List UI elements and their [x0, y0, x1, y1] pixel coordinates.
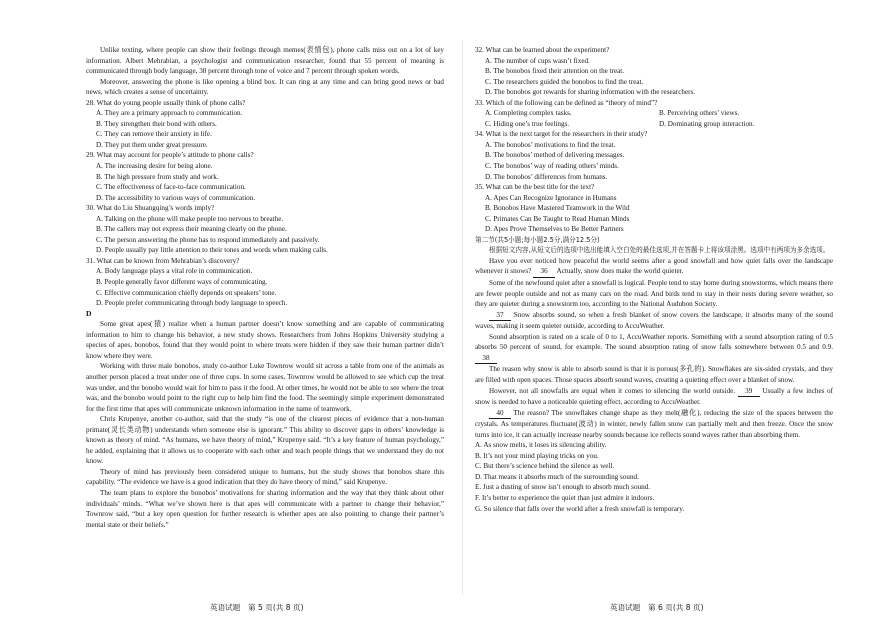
right-option: B. The bonobos’ method of delivering messages. — [485, 151, 625, 160]
left-option: B. The high pressure from study and work. — [96, 172, 219, 181]
left-option: C. The effectiveness of face-to-face communication. — [96, 183, 246, 192]
q33-option: B. Perceiving others’ views. — [659, 109, 740, 118]
q33-options — [475, 108, 833, 129]
page-footer-left: 英语试题 第 5 页(共 8 页) — [210, 603, 304, 612]
answer-choices — [475, 440, 833, 514]
questions-32-33 — [475, 45, 833, 108]
right-option: C. Primates Can Be Taught to Read Human Minds — [485, 214, 630, 223]
left-option: B. People generally favor different ways of communicating. — [96, 278, 268, 287]
choice-option: C. But there’s science behind the silence as well. — [475, 462, 615, 471]
left-option: B. The callers may not express their meaning clearly on the phone. — [96, 225, 287, 234]
q33-option-row — [475, 108, 833, 119]
q33-option: C. Hiding one’s true feelings. — [485, 119, 570, 128]
passage-paragraph: The reason why snow is able to absorb sound is that it is porous(多孔的). Snowflakes are six-sided crystals, and they are filled with open spaces. Those spaces absorb sound waves, creating a quieting effect over a blanket of snow. — [475, 365, 833, 384]
right-option: A. Apes Can Recognize Ignorance in Humans — [485, 193, 617, 202]
left-question: 30. What do Liu Shuangqing’s words imply? — [86, 204, 215, 213]
left-option: A. The increasing desire for being alone. — [96, 162, 213, 171]
passage-paragraph: 40 The reason? The snowflakes change shape as they melt(融化), reducing the size of the spaces between the crystals. As temperatures fluctuate(波动) in winter, newly fallen snow can partially melt and then freeze. Once the snow turns into ice, it can actually increase nearby sounds because ice reflects sound waves rather than absorbing them. — [475, 408, 834, 439]
left-option: C. Effective communication chiefly depends on speakers’ tone. — [96, 288, 277, 297]
right-column — [475, 45, 833, 514]
left-option: A. Talking on the phone will make people too nervous to breathe. — [96, 214, 284, 223]
questions-34-35 — [475, 129, 833, 234]
left-option: D. The accessibility to various ways of communication. — [96, 193, 256, 202]
choice-option: E. Just a dusting of snow isn’t enough to absorb much sound. — [475, 483, 651, 492]
left-paragraph: Working with three male bonobos, study co-author Luke Townrow would sit across a table from one of the animals as another person placed a treat under one of three cups. In some cases, Townrow would be allowed to see which cup the treat was under, and the bonobo would wait for him to pass it the food. At other times, he would not be able to see where the treat was, and the bonobo would point to the right cup to help him find the food. The seemingly simple experiment demonstrated for the first time that apes will communicate unknown information in the name of teamwork. — [86, 362, 444, 413]
left-option: D. They put them under great pressure. — [96, 140, 208, 149]
blank-38: 38 — [475, 353, 497, 365]
choice-option: B. It’s not your mind playing tricks on you. — [475, 451, 599, 460]
choice-option: D. That means it absorbs much of the surrounding sound. — [475, 472, 639, 481]
choice-option: A. As snow melts, it loses its silencing ability. — [475, 441, 607, 450]
left-question: 31. What can be known from Mehrabian’s discovery? — [86, 256, 240, 265]
right-option: B. Bonobos Have Mastered Teamwork in the Wild — [485, 204, 630, 213]
blank-36: 36 — [533, 266, 555, 278]
left-option: A. They are a primary approach to communication. — [96, 109, 243, 118]
passage-paragraph: Sound absorption is rated on a scale of 0 to 1, AccuWeather reports. Something with a sound absorption rating of 0.5 absorbs 50 percent of sound, for example. The sound absorption rating of snow falls somewhere between 0.5 and 0.9. 38 — [475, 332, 833, 365]
right-question: 35. What can be the best title for the text? — [475, 183, 595, 192]
passage-paragraph: Some of the newfound quiet after a snowfall is logical. People tend to stay home during snowstorms, which means there are fewer people outside and not as many cars on the road. And birds tend to stay in their nests during severe weather, so they are quieter during a snowstorm too, according to the National Audubon Society. — [475, 279, 833, 309]
right-question: 34. What is the next target for the researchers in their study? — [475, 130, 648, 139]
right-option: D. Apes Prove Themselves to Be Better Partners — [485, 225, 624, 234]
left-column — [86, 45, 444, 530]
page-footer-right: 英语试题 第 6 页(共 8 页) — [610, 603, 704, 612]
blank-37: 37 — [489, 310, 511, 322]
blank-39: 39 — [738, 386, 760, 398]
left-option: C. They can remove their anxiety in life. — [96, 130, 212, 139]
right-question: 33. Which of the following can be defined as “theory of mind”? — [475, 98, 658, 107]
left-option: D. People prefer communicating through body language to speech. — [96, 299, 288, 308]
left-question: 28. What do young people usually think of phone calls? — [86, 98, 246, 107]
left-paragraph: Chris Krupenye, another co-author, said that the study “is one of the clearest pieces of evidence that a non-human primate(灵长类动物) understands when someone else is ignorant.” This ability to discover gaps in others’ knowledge is known as theory of mind. “As humans, we have theory of mind,” Krupenye said. “It’s a key feature of human psychology,” he added, explaining that it allows us to cooperate with each other and teach people things that we understand they do not know. — [86, 415, 444, 466]
right-option: C. The bonobos’ way of reading others’ minds. — [485, 162, 619, 171]
blank-40: 40 — [489, 408, 511, 420]
left-paragraph: Moreover, answering the phone is like opening a blind box. It can ring at any time and can bring good news or bad news, which creates a sense of uncertainty. — [86, 77, 444, 97]
right-question: 32. What can be learned about the experiment? — [475, 46, 610, 54]
column-divider — [462, 40, 463, 595]
right-option: D. The bonobos got rewards for sharing information with the researchers. — [485, 88, 696, 97]
left-option: D. People usually pay little attention to their tones and words when making calls. — [96, 246, 328, 255]
left-question: 29. What may account for people’s attitude to phone calls? — [86, 151, 254, 160]
left-paragraph: Unlike texting, where people can show their feelings through memes(表情包), phone calls miss out on a lot of key information. Albert Mehrabian, a psychologist and communication researcher, found that 55 percent of meaning is communicated through body language, 38 percent through tone of voice and 7 percent through spoken words. — [86, 46, 444, 76]
right-option: C. The researchers guided the bonobos to find the treat. — [485, 77, 644, 86]
left-option: B. They strengthen their bond with others. — [96, 119, 217, 128]
right-option: A. The number of cups wasn’t fixed. — [485, 56, 590, 65]
section2-heading: 第二节(共5小题;每小题2.5分,满分12.5分) — [475, 235, 600, 244]
q33-option: A. Completing complex tasks. — [485, 109, 572, 118]
passage-paragraph: 37 Snow absorbs sound, so when a fresh blanket of snow covers the landscape, it absorbs many of the sound waves, making it seem quieter outside, according to AccuWeather. — [475, 310, 833, 331]
left-paragraph: The team plans to explore the bonobos’ motivations for sharing information and the way that they think about other individuals’ minds. “What we’ve shown here is that apes will communicate with a partner to change their behavior,” Townrow said, “but a key open question for further research is whether apes are also pointing to change their partner’s mental state or their beliefs.” — [86, 488, 444, 529]
choice-option: G. So silence that falls over the world after a fresh snowfall is temporary. — [475, 504, 685, 513]
left-option: A. Body language plays a vital role in communication. — [96, 267, 253, 276]
left-option: C. The person answering the phone has to respond immediately and passively. — [96, 235, 320, 244]
left-section-letter: D — [86, 308, 92, 318]
right-option: A. The bonobos’ motivations to find the treat. — [485, 140, 616, 149]
q33-option-row — [475, 119, 833, 130]
passage-paragraph: Have you ever noticed how peaceful the world seems after a good snowfall and how quiet falls over the landscape whenever it snows? 36 Actually, snow does make the world quieter. — [475, 256, 833, 278]
passage-paragraph: However, not all snowfalls are equal when it comes to silencing the world outside. 39 Usually a few inches of snow is needed to have a noticeable quieting effect, according to AccuWeather. — [475, 386, 833, 407]
q33-option: D. Dominating group interaction. — [659, 119, 755, 128]
right-option: D. The bonobos’ differences from humans. — [485, 172, 608, 181]
choice-option: F. It’s better to experience the quiet than just admire it indoors. — [475, 493, 655, 502]
section2-instruction: 根据短文内容,从短文后的选项中选出能填入空白处的最佳选项,并在答题卡上将该项涂黑。选项中有两项为多余选项。 — [489, 246, 830, 255]
left-paragraph: Theory of mind has previously been considered unique to humans, but the study shows that bonobos share this capability. “The evidence we have is a good indication that they do have theory of mind,” said Krupenye. — [86, 467, 444, 487]
right-option: B. The bonobos fixed their attention on the treat. — [485, 67, 625, 76]
left-paragraph: Some great apes(猿) realize when a human partner doesn’t know something and are capable of communicating information to him to change his behavior, a new study shows. Researchers from Johns Hopkins University studying a species of apes, bonobos, found that they would point to where treats were hidden if they saw their human partner didn’t know where they were. — [86, 320, 444, 360]
